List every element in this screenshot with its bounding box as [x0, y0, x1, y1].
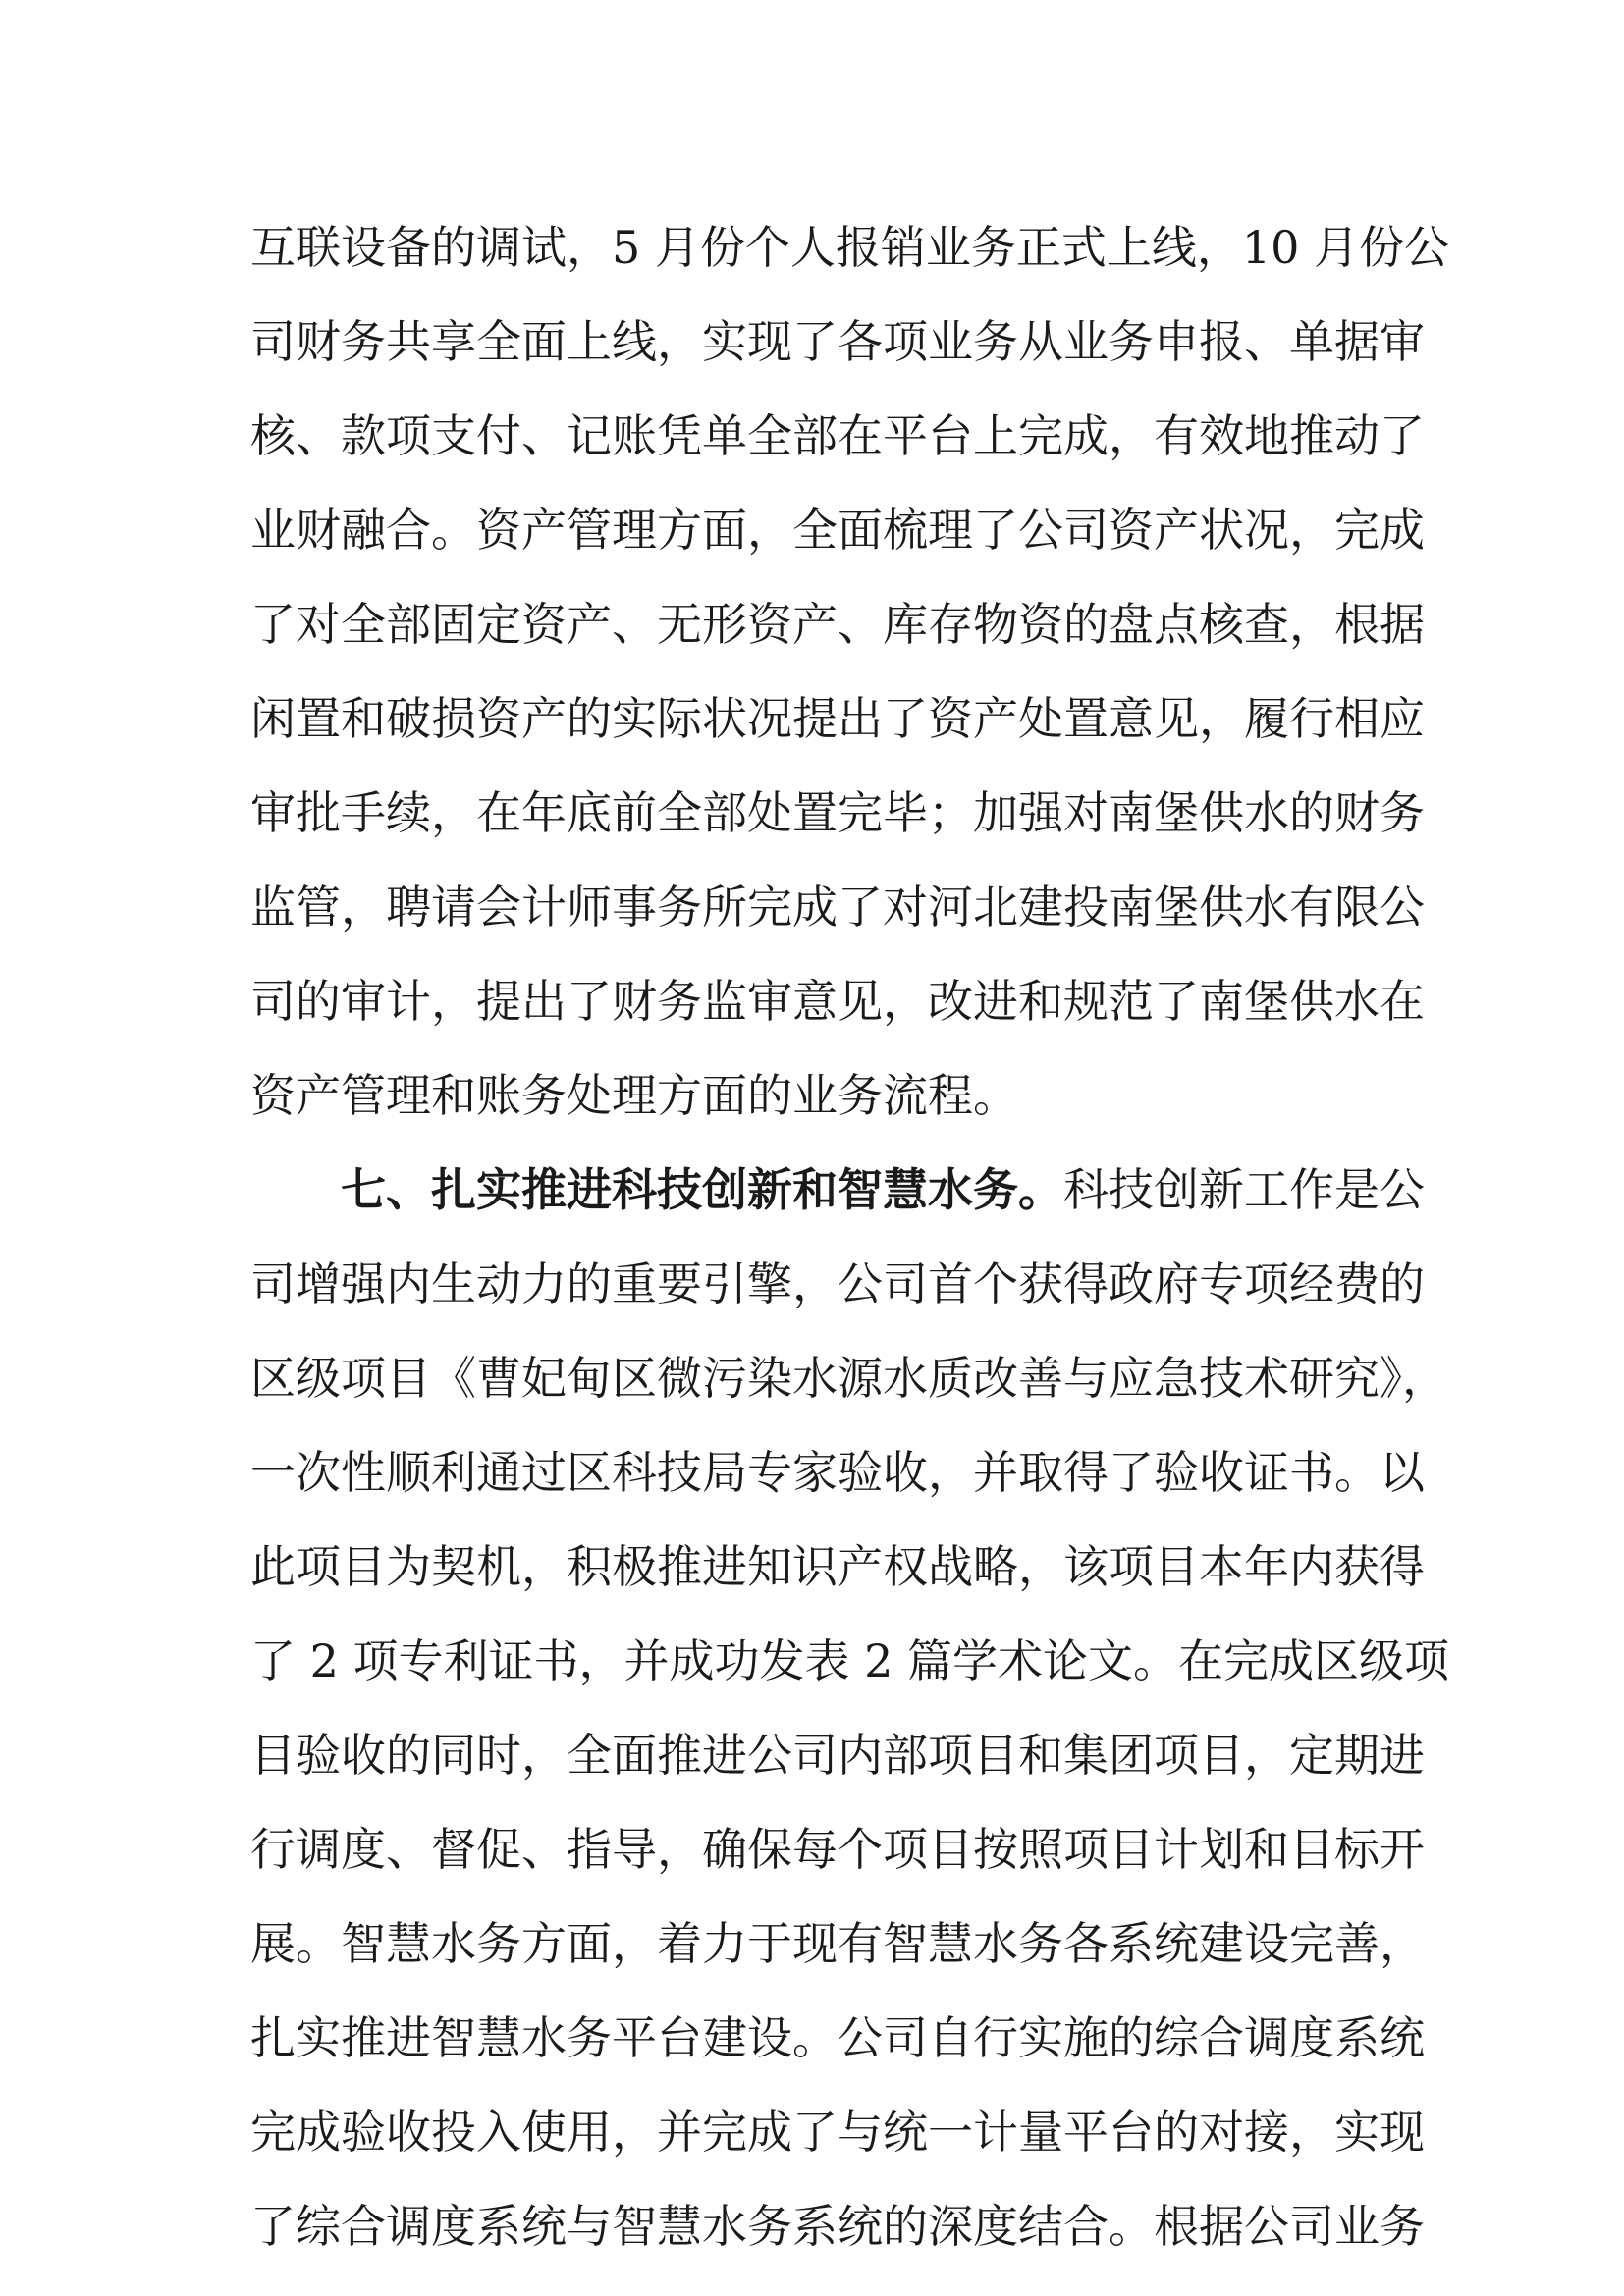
text-line: 区级项目《曹妃甸区微污染水源水质改善与应急技术研究》，: [250, 1352, 1447, 1405]
text-line: 了 2 项专利证书，并成功发表 2 篇学术论文。在完成区级项: [250, 1634, 1450, 1687]
text-run: 科技创新工作是公: [1063, 1163, 1425, 1216]
section-heading: 七、扎实推进科技创新和智慧水务。: [341, 1163, 1063, 1216]
text-line: 目验收的同时，全面推进公司内部项目和集团项目，定期进: [250, 1729, 1425, 1782]
text-line: 监管，聘请会计师事务所完成了对河北建投南堡供水有限公: [250, 881, 1425, 934]
text-line: 业财融合。资产管理方面，全面梳理了公司资产状况，完成: [250, 504, 1425, 557]
text-line: 审批手续，在年底前全部处置完毕；加强对南堡供水的财务: [250, 786, 1425, 839]
text-line: 司财务共享全面上线，实现了各项业务从业务申报、单据审: [250, 315, 1425, 368]
body-text: [250, 200, 1450, 2273]
text-line: 完成验收投入使用，并完成了与统一计量平台的对接，实现: [250, 2106, 1425, 2159]
text-line: 资产管理和账务处理方面的业务流程。: [250, 1069, 1018, 1122]
text-line: 展。智慧水务方面，着力于现有智慧水务各系统建设完善，: [250, 1917, 1425, 1970]
text-line: 闲置和破损资产的实际状况提出了资产处置意见，履行相应: [250, 692, 1425, 745]
text-line: 互联设备的调试，5 月份个人报销业务正式上线，10 月份公: [250, 221, 1450, 274]
text-line: 司的审计，提出了财务监审意见，改进和规范了南堡供水在: [250, 975, 1425, 1028]
text-line: 核、款项支付、记账凭单全部在平台上完成，有效地推动了: [250, 409, 1425, 462]
text-line: 司增强内生动力的重要引擎，公司首个获得政府专项经费的: [250, 1257, 1425, 1310]
section-heading-line: [250, 1143, 1425, 1237]
text-line: 一次性顺利通过区科技局专家验收，并取得了验收证书。以: [250, 1446, 1425, 1499]
text-line: 此项目为契机，积极推进知识产权战略，该项目本年内获得: [250, 1540, 1425, 1593]
text-line: 了综合调度系统与智慧水务系统的深度结合。根据公司业务: [250, 2200, 1425, 2253]
text-line: 扎实推进智慧水务平台建设。公司自行实施的综合调度系统: [250, 2011, 1425, 2064]
text-line: 了对全部固定资产、无形资产、库存物资的盘点核查，根据: [250, 598, 1425, 651]
text-line: 行调度、督促、指导，确保每个项目按照项目计划和目标开: [250, 1823, 1425, 1876]
